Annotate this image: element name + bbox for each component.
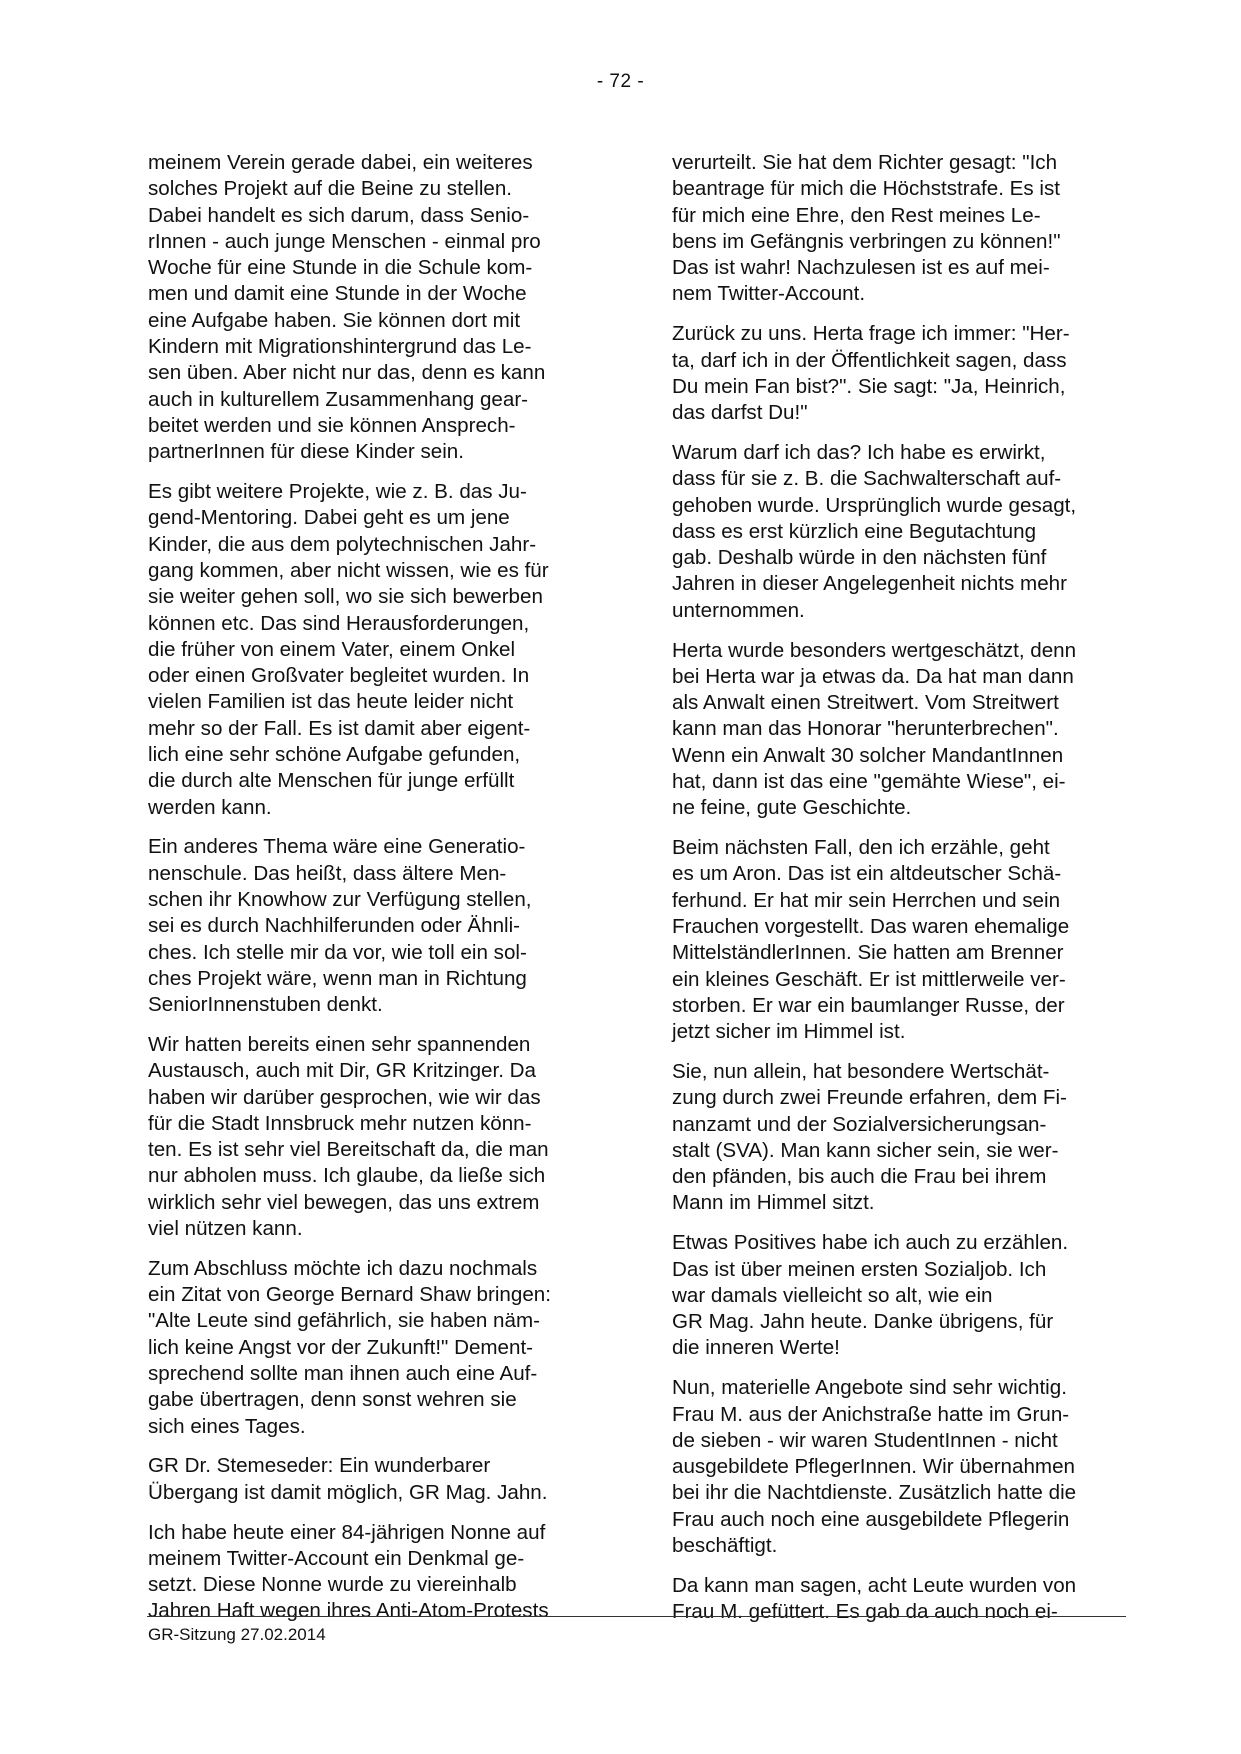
right-paragraph-8: Nun, materielle Angebote sind sehr wichtig. Frau M. aus der Anichstraße hatte im Grun- de sieben - wir waren StudentInnen - nicht ausgebildete PflegerInnen. Wir übernahmen bei ihr die Nachtdienste. Zusätzlich hatte die Frau auch noch eine ausgebildete Pflegerin beschäftigt.	[672, 1376, 1077, 1558]
left-paragraph-3: Ein anderes Thema wäre eine Generatio- nenschule. Das heißt, dass ältere Men- schen ihr Knowhow zur Verfügung stellen, sei es durch Nachhilferunden oder Ähnli- ches. Ich stelle mir da vor, wie toll ein sol- ches Projekt wäre, wenn man in Richtung SeniorInnenstuben denkt.	[148, 835, 532, 1017]
left-paragraph-4: Wir hatten bereits einen sehr spannenden Austausch, auch mit Dir, GR Kritzinger. Da haben wir darüber gesprochen, wie wir das für die Stadt Innsbruck mehr nutzen könn- ten. Es ist sehr viel Bereitschaft da, die man nur abholen muss. Ich glaube, da ließe sich wirklich sehr viel bewegen, das uns extrem viel nützen kann.	[148, 1033, 549, 1241]
left-column	[148, 150, 600, 1638]
right-paragraph-3: Warum darf ich das? Ich habe es erwirkt, dass für sie z. B. die Sachwalterschaft auf- gehoben wurde. Ursprünglich wurde gesagt, dass es erst kürzlich eine Begutachtung gab. Deshalb würde in den nächsten fünf Jahren in dieser Angelegenheit nichts mehr unternommen.	[672, 440, 1077, 622]
right-paragraph-2: Zurück zu uns. Herta frage ich immer: "Her- ta, darf ich in der Öffentlichkeit sagen, dass Du mein Fan bist?". Sie sagt: "Ja, Heinrich, das darfst Du!"	[672, 322, 1070, 425]
left-paragraph-6: GR Dr. Stemeseder: Ein wunderbarer Übergang ist damit möglich, GR Mag. Jahn.	[148, 1454, 548, 1504]
right-paragraph-4: Herta wurde besonders wertgeschätzt, denn bei Herta war ja etwas da. Da hat man dann als Anwalt einen Streitwert. Vom Streitwert kann man das Honorar "herunterbrechen". Wenn ein Anwalt 30 solcher MandantInnen hat, dann ist das eine "gemähte Wiese", ei- ne feine, gute Geschichte.	[672, 638, 1077, 820]
right-paragraph-7: Etwas Positives habe ich auch zu erzählen. Das ist über meinen ersten Sozialjob. Ich war damals vielleicht so alt, wie ein GR Mag. Jahn heute. Danke übrigens, für die inneren Werte!	[672, 1231, 1069, 1360]
right-column	[672, 150, 1124, 1639]
left-paragraph-7: Ich habe heute einer 84-jährigen Nonne auf meinem Twitter-Account ein Denkmal ge- setzt. Diese Nonne wurde zu viereinhalb Jahren Haft wegen ihres Anti-Atom-Protests	[148, 1520, 549, 1623]
right-paragraph-6: Sie, nun allein, hat besondere Wertschät- zung durch zwei Freunde erfahren, dem Fi- nanzamt und der Sozialversicherungsan- stalt (SVA). Man kann sicher sein, sie wer- den pfänden, bis auch die Frau bei ihrem Mann im Himmel sitzt.	[672, 1060, 1067, 1215]
left-paragraph-1: meinem Verein gerade dabei, ein weiteres solches Projekt auf die Beine zu stellen. Dabei handelt es sich darum, dass Senio- rInnen - auch junge Menschen - einmal pro Woche für eine Stunde in die Schule kom- men und damit eine Stunde in der Woche eine Aufgabe haben. Sie können dort mit Kindern mit Migrationshintergrund das Le- sen üben. Aber nicht nur das, denn es kann auch in kulturellem Zusammenhang gear- beitet werden und sie können Ansprech- partnerInnen für diese Kinder sein.	[148, 151, 546, 464]
left-paragraph-2: Es gibt weitere Projekte, wie z. B. das Ju- gend-Mentoring. Dabei geht es um jene Kinder, die aus dem polytechnischen Jahr- gang kommen, aber nicht wissen, wie es für sie weiter gehen soll, wo sie sich bewerben können etc. Das sind Herausforderungen, die früher von einem Vater, einem Onkel oder einen Großvater begleitet wurden. In vielen Familien ist das heute leider nicht mehr so der Fall. Es ist damit aber eigent- lich eine sehr schöne Aufgabe gefunden, die durch alte Menschen für junge erfüllt werden kann.	[148, 480, 549, 819]
page-number: - 72 -	[596, 71, 645, 92]
left-paragraph-5: Zum Abschluss möchte ich dazu nochmals ein Zitat von George Bernard Shaw bringen: "Alte Leute sind gefährlich, sie haben näm- lich keine Angst vor der Zukunft!" Dement- sprechend sollte man ihnen auch eine Auf- gabe übertragen, denn sonst wehren sie sich eines Tages.	[148, 1256, 551, 1438]
right-paragraph-9: Da kann man sagen, acht Leute wurden von Frau M. gefüttert. Es gab da auch noch ei-	[672, 1573, 1077, 1624]
footer-divider	[147, 1616, 1126, 1617]
footer-session-date: GR-Sitzung 27.02.2014	[148, 1625, 326, 1644]
right-paragraph-5: Beim nächsten Fall, den ich erzähle, geht es um Aron. Das ist ein altdeutscher Schä- ferhund. Er hat mir sein Herrchen und sein Frauchen vorgestellt. Das waren ehemalige MittelständlerInnen. Sie hatten am Brenner ein kleines Geschäft. Er ist mittlerweile ver- storben. Er war ein baumlanger Russe, der jetzt sicher im Himmel ist.	[672, 836, 1070, 1044]
right-paragraph-1: verurteilt. Sie hat dem Richter gesagt: "Ich beantrage für mich die Höchststrafe. Es ist für mich eine Ehre, den Rest meines Le- bens im Gefängnis verbringen zu können!" Das ist wahr! Nachzulesen ist es auf mei- nem Twitter-Account.	[672, 151, 1061, 306]
